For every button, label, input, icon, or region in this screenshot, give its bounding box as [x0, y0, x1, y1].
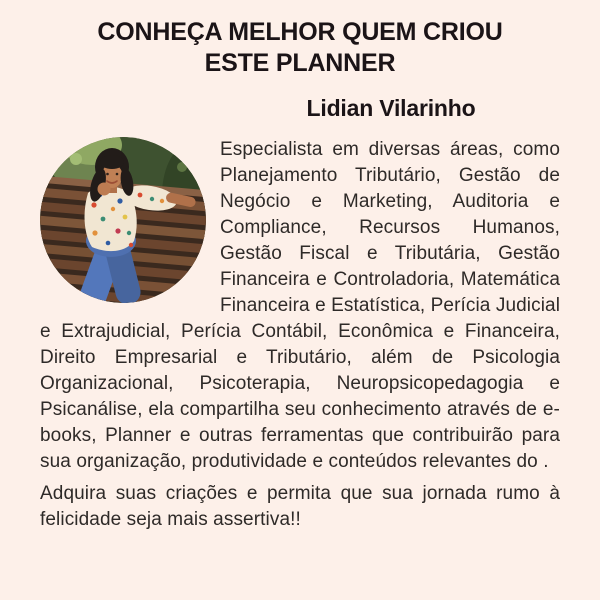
author-name: Lidian Vilarinho	[306, 95, 476, 121]
bio-paragraph: Especialista em diversas áreas, como Planejamento Tributário, Gestão de Negócio e Marketing, Auditoria e Compliance, Recursos Humanos, Gestão Fiscal e Tributária, Gestão Financeira e Controladoria, Matemática Financeira e Estatística, Perícia Judicial e Extrajudicial, Perícia Contábil, Econômica e Financeira, Direito Empresarial e Tributário, além de Psicologia Organizacional, Psicoterapia, Neuropsicopedagogia e Psicanálise, ela compartilha seu conhecimento através de e-books, Planner e outras ferramentas que contribuirão para sua organização, produtividade e conteúdos relevantes do .	[40, 139, 561, 472]
kiss-hand	[98, 183, 111, 196]
page-title	[0, 0, 600, 79]
closing-paragraph: Adquira suas criações e permita que sua jornada rumo à felicidade seja mais assertiva!!	[40, 483, 560, 530]
title-line-2: ESTE PLANNER	[204, 49, 396, 77]
profile-photo	[40, 137, 206, 303]
title-line-1: CONHEÇA MELHOR QUEM CRIOU	[97, 18, 503, 46]
page-content	[0, 94, 600, 533]
bio-section	[40, 137, 560, 533]
profile-photo-image	[40, 137, 206, 303]
